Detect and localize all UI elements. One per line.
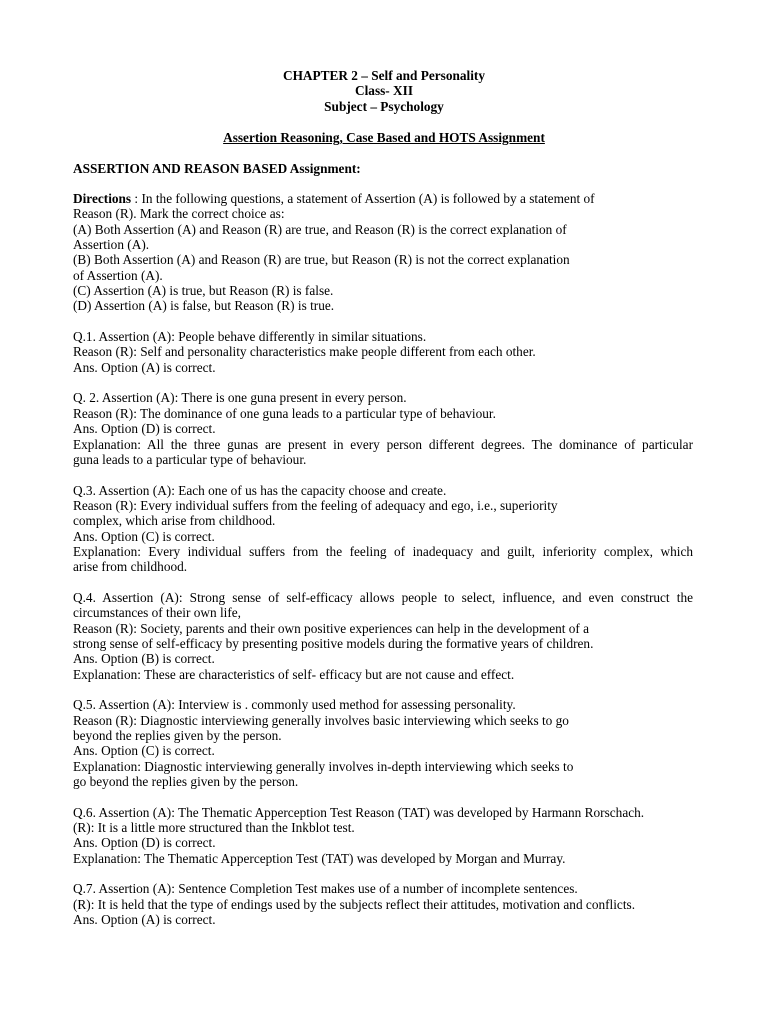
q2-line: Q. 2. Assertion (A): There is one guna present in every person. xyxy=(73,390,407,406)
chapter-title: CHAPTER 2 – Self and Personality xyxy=(282,68,486,83)
question-1 xyxy=(73,329,693,375)
q5-line: Ans. Option (C) is correct. xyxy=(73,743,215,759)
q6-line: Q.6. Assertion (A): The Thematic Apperception Test Reason (TAT) was developed by Harmann Rorschach. xyxy=(73,804,645,820)
directions-block xyxy=(73,191,693,314)
q2-line: Ans. Option (D) is correct. xyxy=(73,421,216,437)
option-d-line: (D) Assertion (A) is false, but Reason (R) is true. xyxy=(73,298,335,314)
q6-line: (R): It is a little more structured than the Inkblot test. xyxy=(73,820,355,836)
q4-line: Reason (R): Society, parents and their own positive experiences can help in the development of a xyxy=(73,620,590,636)
question-6 xyxy=(73,805,693,866)
q1-line: Reason (R): Self and personality characteristics make people different from each other. xyxy=(73,344,536,360)
q5-line: Explanation: Diagnostic interviewing generally involves in-depth interviewing which seeks to xyxy=(73,758,574,774)
assignment-title: Assertion Reasoning, Case Based and HOTS Assignment xyxy=(223,130,545,145)
q5-line: Reason (R): Diagnostic interviewing generally involves basic interviewing which seeks to go xyxy=(73,712,569,728)
q3-line: Reason (R): Every individual suffers from the feeling of adequacy and ego, i.e., superiority xyxy=(73,497,558,513)
section-heading: ASSERTION AND REASON BASED Assignment: xyxy=(73,161,361,176)
q2-line: guna leads to a particular type of behaviour. xyxy=(73,451,307,467)
q3-line: Ans. Option (C) is correct. xyxy=(73,528,215,544)
directions-line-2: Reason (R). Mark the correct choice as: xyxy=(73,206,285,222)
q1-line: Q.1. Assertion (A): People behave differently in similar situations. xyxy=(73,329,427,345)
q7-line: (R): It is held that the type of endings used by the subjects reflect their attitudes, motivation and conflicts. xyxy=(73,896,636,912)
document-header xyxy=(0,68,768,114)
q5-line: beyond the replies given by the person. xyxy=(73,728,282,744)
q3-line: arise from childhood. xyxy=(73,559,188,575)
class-label: Class- XII xyxy=(355,83,413,99)
question-7 xyxy=(73,881,693,927)
q4-line: strong sense of self-efficacy by presenting positive models during the formative years of children. xyxy=(73,635,594,651)
q7-line: Ans. Option (A) is correct. xyxy=(73,912,216,928)
q5-line: Q.5. Assertion (A): Interview is . commonly used method for assessing personality. xyxy=(73,697,516,713)
q2-line: Explanation: All the three gunas are present in every person different degrees. The dominance of particular xyxy=(73,436,693,452)
q6-line: Ans. Option (D) is correct. xyxy=(73,835,216,851)
directions-label: Directions xyxy=(73,191,132,206)
q3-line: Q.3. Assertion (A): Each one of us has the capacity choose and create. xyxy=(73,482,447,498)
q4-line: circumstances of their own life, xyxy=(73,605,241,621)
option-c-line: (C) Assertion (A) is true, but Reason (R) is false. xyxy=(73,283,334,299)
question-4 xyxy=(73,590,693,682)
option-a-line-1: (A) Both Assertion (A) and Reason (R) are true, and Reason (R) is the correct explanation of xyxy=(73,221,567,237)
q7-line: Q.7. Assertion (A): Sentence Completion Test makes use of a number of incomplete sentences. xyxy=(73,881,578,897)
option-b-line-2: of Assertion (A). xyxy=(73,267,163,283)
question-2 xyxy=(73,390,693,467)
question-5 xyxy=(73,697,693,789)
q4-line: Explanation: These are characteristics of self- efficacy but are not cause and effect. xyxy=(73,666,515,682)
q3-line: Explanation: Every individual suffers from the feeling of inadequacy and guilt, inferiority complex, which xyxy=(73,543,693,559)
q4-line: Ans. Option (B) is correct. xyxy=(73,651,215,667)
q2-line: Reason (R): The dominance of one guna leads to a particular type of behaviour. xyxy=(73,405,496,421)
option-a-line-2: Assertion (A). xyxy=(73,237,150,253)
q4-line: Q.4. Assertion (A): Strong sense of self-efficacy allows people to select, influence, and even construct the xyxy=(73,589,693,605)
subject-label: Subject – Psychology xyxy=(324,98,444,114)
document-body xyxy=(73,191,693,928)
option-b-line-1: (B) Both Assertion (A) and Reason (R) are true, but Reason (R) is not the correct explanation xyxy=(73,252,570,268)
q5-line: go beyond the replies given by the person. xyxy=(73,774,299,790)
question-3 xyxy=(73,483,693,575)
directions-line xyxy=(73,191,693,206)
directions-text: : In the following questions, a statement of Assertion (A) is followed by a statement of xyxy=(131,191,595,206)
q6-line: Explanation: The Thematic Apperception Test (TAT) was developed by Morgan and Murray. xyxy=(73,850,566,866)
q1-line: Ans. Option (A) is correct. xyxy=(73,359,216,375)
q3-line: complex, which arise from childhood. xyxy=(73,513,276,529)
